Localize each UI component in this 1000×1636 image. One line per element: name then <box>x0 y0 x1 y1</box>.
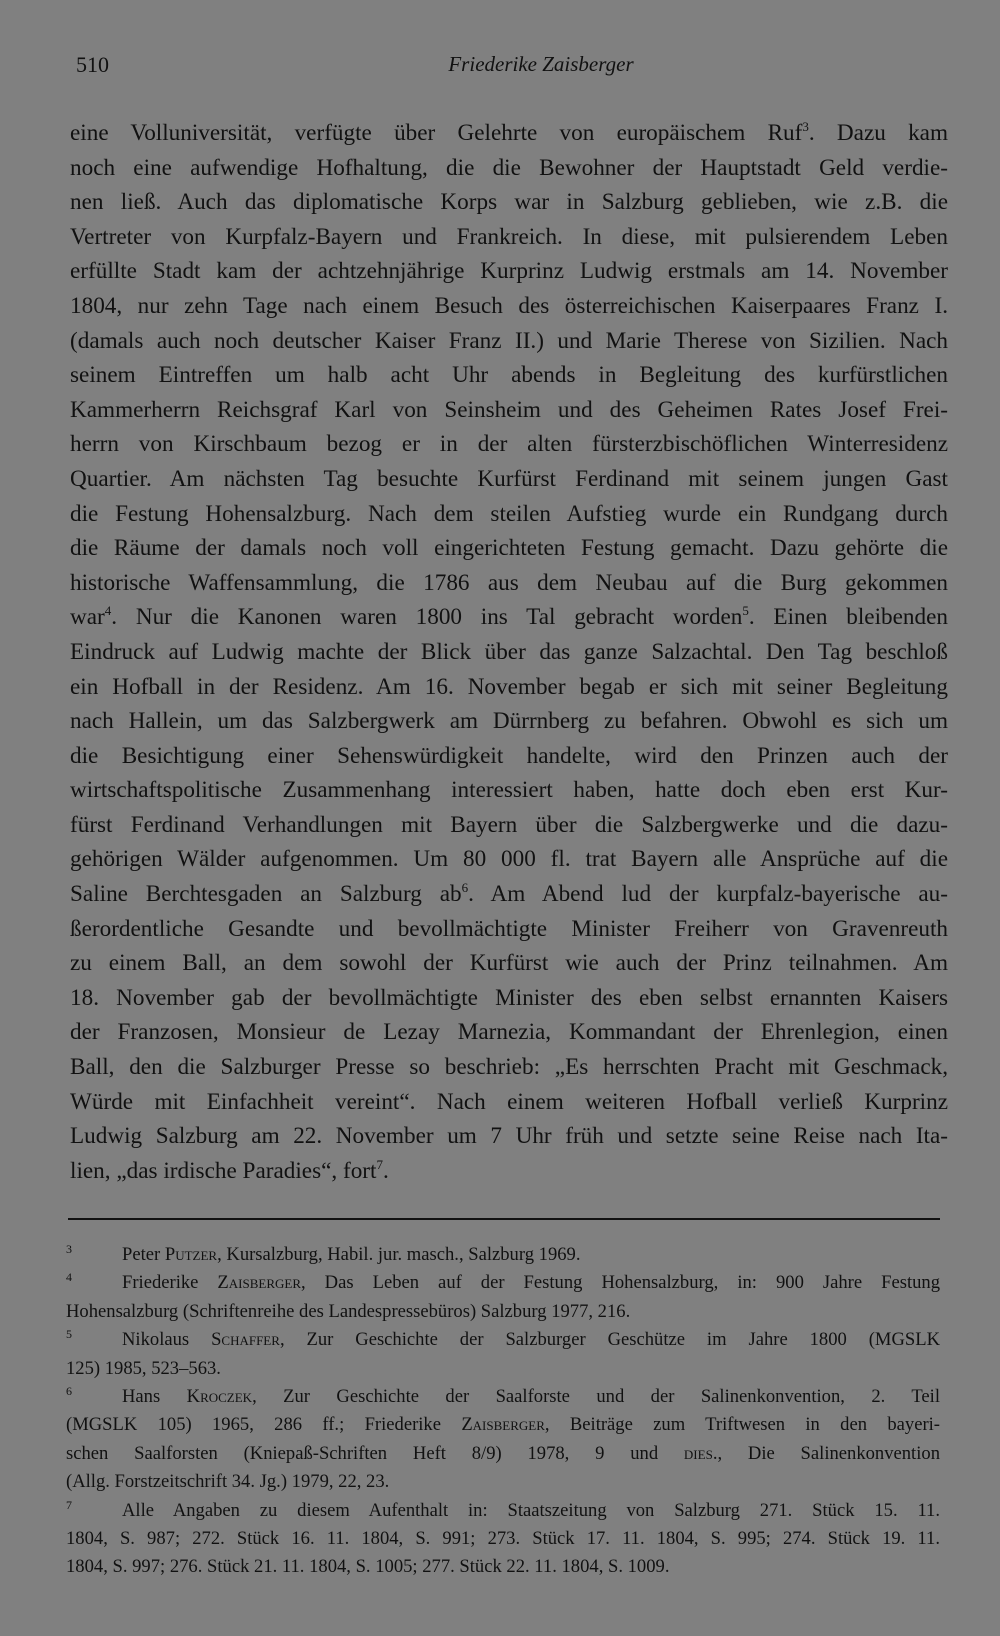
line-text: nen ließ. Auch das diplomatische Korps war in Salzburg geblieben, wie z.B. die <box>70 189 948 216</box>
line-text: herrn von Kirschbaum bezog er in der alten fürsterzbischöflichen Winterresidenz <box>70 431 948 458</box>
footnote-rule <box>68 1218 940 1220</box>
line-text: die Festung Hohensalzburg. Nach dem steilen Aufstieg wurde ein Rundgang durch <box>70 500 948 527</box>
body-line <box>70 635 948 670</box>
footnote-ref: 7 <box>376 1156 383 1172</box>
footnote-line <box>66 1497 940 1525</box>
footnote-text: Peter <box>122 1244 165 1265</box>
footnote-ref: 6 <box>461 880 469 896</box>
body-line <box>70 808 948 843</box>
line-text: fürst Ferdinand Verhandlungen mit Bayern über die Salzbergwerke und die dazu- <box>70 811 948 838</box>
footnote-line <box>66 1326 940 1354</box>
line-text: Würde mit Einfachheit vereint“. Nach einem weiteren Hofball verließ Kurprinz <box>70 1088 948 1115</box>
footnote-number: 4 <box>66 1270 72 1285</box>
line-text: zu einem Ball, an dem sowohl der Kurfürst wie auch der Prinz teilnahmen. Am <box>70 950 948 977</box>
body-line <box>70 946 948 981</box>
line-text: Kammerherrn Reichsgraf Karl von Seinsheim und des Geheimen Rates Josef Frei- <box>70 396 948 423</box>
footnote-text: Nikolaus <box>122 1329 212 1351</box>
footnote-number: 6 <box>66 1384 72 1399</box>
body-line <box>70 912 948 947</box>
footnote-text: (MGSLK 105) 1965, 286 ff.; Friederike <box>66 1414 462 1436</box>
page-header <box>76 52 946 86</box>
author-name: Zaisberger <box>461 1414 545 1436</box>
footnote-line <box>66 1269 940 1297</box>
author-name: Putzer <box>164 1244 218 1265</box>
body-line <box>70 877 948 912</box>
line-text: historische Waffensammlung, die 1786 aus dem Neubau auf die Burg gekommen <box>70 569 948 596</box>
footnote-ref: 5 <box>742 603 749 619</box>
footnote-line <box>66 1440 940 1468</box>
footnote-text: , Das Leben auf der Festung Hohensalzburg, in: 900 Jahre Festung <box>301 1272 940 1294</box>
author-name: Schaffer <box>211 1329 280 1351</box>
body-line <box>70 739 948 774</box>
line-text: der Franzosen, Monsieur de Lezay Marnezia, Kommandant der Ehrenlegion, einen <box>70 1019 948 1046</box>
line-text: Eindruck auf Ludwig machte der Blick über das ganze Salzachtal. Den Tag beschloß <box>70 638 948 665</box>
line-text: wirtschaftspolitische Zusammenhang interessiert haben, hatte doch eben erst Kur- <box>70 777 948 804</box>
body-line <box>70 1119 948 1154</box>
footnote-line <box>66 1553 940 1581</box>
line-text: noch eine aufwendige Hofhaltung, die die Bewohner der Hauptstadt Geld verdie- <box>70 154 948 181</box>
body-line <box>70 254 948 289</box>
footnote-text: Hans <box>122 1386 187 1408</box>
footnote-line <box>66 1525 940 1553</box>
footnotes <box>66 1241 940 1582</box>
line-text: Quartier. Am nächsten Tag besuchte Kurfürst Ferdinand mit seinem jungen Gast <box>70 465 948 492</box>
footnote-text: 125) 1985, 523–563. <box>66 1357 221 1379</box>
body-line <box>70 289 948 324</box>
body-line <box>70 462 948 497</box>
body-text <box>70 116 948 1188</box>
body-line <box>70 1015 948 1050</box>
footnote-text: , Beiträge zum Triftwesen in den bayeri- <box>544 1414 941 1436</box>
line-text: 18. November gab der bevollmächtigte Minister des eben selbst ernannten Kaisers <box>70 984 948 1011</box>
line-text: ein Hofball in der Residenz. Am 16. November begab er sich mit seiner Begleitung <box>70 673 948 700</box>
footnote-number: 7 <box>66 1497 72 1512</box>
line-text: . <box>382 1157 389 1184</box>
body-line <box>70 358 948 393</box>
footnote-text: Hohensalzburg (Schriftenreihe des Landespressebüros) Salzburg 1977, 216. <box>66 1300 631 1322</box>
line-text: . Einen bleibenden <box>748 604 948 631</box>
footnote-number: 3 <box>66 1242 72 1256</box>
author-name: Kroczek <box>186 1386 253 1408</box>
body-line <box>70 704 948 739</box>
body-line <box>70 981 948 1016</box>
page-number: 510 <box>76 52 109 77</box>
footnote-line <box>66 1411 940 1439</box>
footnote-text: 1804, S. 987; 272. Stück 16. 11. 1804, S. 991; 273. Stück 17. 11. 1804, S. 995; 274. Stück 19. 11. <box>66 1528 940 1550</box>
body-line <box>70 185 948 220</box>
line-text: die Räume der damals noch voll eingerichteten Festung gemacht. Dazu gehörte die <box>70 535 948 562</box>
body-line <box>70 1154 948 1189</box>
body-line <box>70 1050 948 1085</box>
footnote-text: ., Die Salinenkonvention <box>712 1442 940 1464</box>
footnote-line <box>66 1241 940 1269</box>
line-text: . Am Abend lud der kurpfalz-bayerische au- <box>468 881 948 908</box>
line-text: . Nur die Kanonen waren 1800 ins Tal gebracht worden <box>111 604 743 631</box>
body-line <box>70 1085 948 1120</box>
author-name: dies <box>683 1442 713 1464</box>
line-text: lien, „das irdische Paradies“, fort <box>70 1157 377 1184</box>
line-text: 1804, nur zehn Tage nach einem Besuch des österreichischen Kaiserpaares Franz I. <box>70 292 948 319</box>
footnote-text: , Zur Geschichte der Saalforste und der Salinenkonvention, 2. Teil <box>252 1386 940 1408</box>
line-text: Vertreter von Kurpfalz-Bayern und Frankreich. In diese, mit pulsierendem Leben <box>70 223 948 250</box>
body-line <box>70 600 948 635</box>
line-text: seinem Eintreffen um halb acht Uhr abends in Begleitung des kurfürstlichen <box>70 362 948 389</box>
footnote-text: schen Saalforsten (Kniepaß-Schriften Heft 8/9) 1978, 9 und <box>66 1442 684 1464</box>
body-line <box>70 773 948 808</box>
body-line <box>70 220 948 255</box>
body-line <box>70 566 948 601</box>
body-line <box>70 393 948 428</box>
line-text: . Dazu kam <box>808 120 948 146</box>
author-name: Zaisberger <box>217 1272 302 1294</box>
line-text: nach Hallein, um das Salzbergwerk am Dürrnberg zu befahren. Obwohl es sich um <box>70 708 948 735</box>
body-line <box>70 842 948 877</box>
footnote-line <box>66 1298 940 1326</box>
footnote-text: , Zur Geschichte der Salzburger Geschütze im Jahre 1800 (MGSLK <box>279 1329 940 1351</box>
footnote-text: , Kursalzburg, Habil. jur. masch., Salzburg 1969. <box>217 1244 581 1265</box>
footnote-line <box>66 1383 940 1411</box>
footnote-line <box>66 1355 940 1383</box>
line-text: gehörigen Wälder aufgenommen. Um 80 000 fl. trat Bayern alle Ansprüche auf die <box>70 846 948 873</box>
line-text: Ludwig Salzburg am 22. November um 7 Uhr früh und setzte seine Reise nach Ita- <box>70 1123 948 1150</box>
body-line <box>70 670 948 705</box>
line-text: eine Volluniversität, verfügte über Gelehrte von europäischem Ruf <box>70 120 803 146</box>
line-text: war <box>70 604 105 631</box>
footnote-ref: 4 <box>104 603 112 619</box>
running-head: Friederike Zaisberger <box>448 52 634 76</box>
line-text: Saline Berchtesgaden an Salzburg ab <box>70 881 462 908</box>
body-line <box>70 116 948 151</box>
body-line <box>70 151 948 186</box>
body-line <box>70 427 948 462</box>
line-text: die Besichtigung einer Sehenswürdigkeit handelte, wird den Prinzen auch der <box>70 742 948 769</box>
footnote-text: Alle Angaben zu diesem Aufenthalt in: Staatszeitung von Salzburg 271. Stück 15. 11. <box>122 1499 940 1521</box>
line-text: (damals auch noch deutscher Kaiser Franz II.) und Marie Therese von Sizilien. Nach <box>70 327 948 354</box>
footnote-text: Friederike <box>122 1272 218 1294</box>
footnote-text: (Allg. Forstzeitschrift 34. Jg.) 1979, 22, 23. <box>66 1471 390 1493</box>
body-line <box>70 497 948 532</box>
footnote-ref: 3 <box>802 119 809 134</box>
footnote-text: 1804, S. 997; 276. Stück 21. 11. 1804, S. 1005; 277. Stück 22. 11. 1804, S. 1009. <box>66 1556 670 1578</box>
line-text: erfüllte Stadt kam der achtzehnjährige Kurprinz Ludwig erstmals am 14. November <box>70 258 948 285</box>
footnote-number: 5 <box>66 1327 72 1342</box>
body-line <box>70 531 948 566</box>
footnote-line <box>66 1468 940 1496</box>
body-line <box>70 324 948 359</box>
line-text: ßerordentliche Gesandte und bevollmächtigte Minister Freiherr von Gravenreuth <box>70 915 948 942</box>
line-text: Ball, den die Salzburger Presse so beschrieb: „Es herrschten Pracht mit Geschmack, <box>70 1054 948 1081</box>
